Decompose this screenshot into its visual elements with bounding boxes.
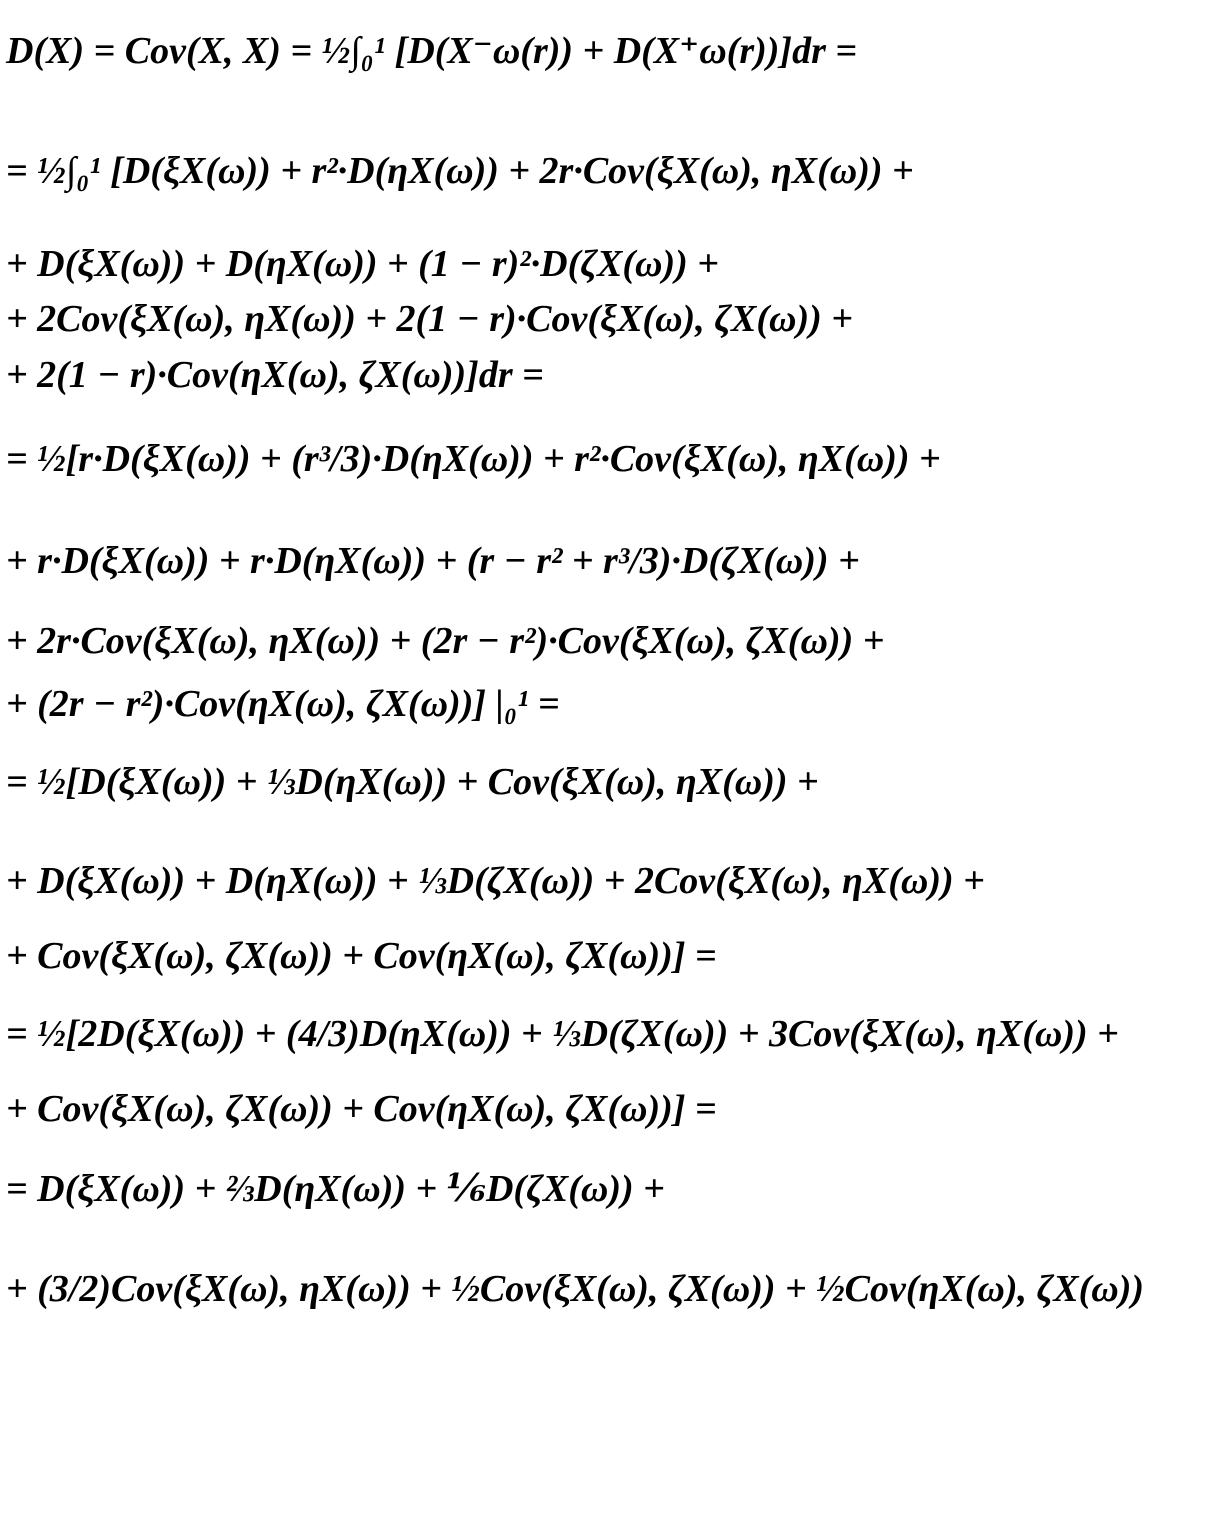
equation-line: + Cov(ξX(ω), ζX(ω)) + Cov(ηX(ω), ζX(ω))] =	[6, 1088, 717, 1130]
equation-line: + (2r − r²)·Cov(ηX(ω), ζX(ω))] |₀¹ =	[6, 683, 560, 725]
equation-line: = D(ξX(ω)) + ⅔D(ηX(ω)) + ⅙D(ζX(ω)) +	[6, 1168, 665, 1210]
equation-line: + (3/2)Cov(ξX(ω), ηX(ω)) + ½Cov(ξX(ω), ζX(ω)) + ½Cov(ηX(ω), ζX(ω))	[6, 1268, 1145, 1310]
equation-line: = ½[r·D(ξX(ω)) + (r³/3)·D(ηX(ω)) + r²·Cov(ξX(ω), ηX(ω)) +	[6, 438, 941, 480]
equation-line: D(X) = Cov(X, X) = ½∫₀¹ [D(X⁻ω(r)) + D(X⁺ω(r))]dr =	[6, 30, 858, 72]
equation-line: + 2Cov(ξX(ω), ηX(ω)) + 2(1 − r)·Cov(ξX(ω), ζX(ω)) +	[6, 298, 853, 340]
equation-line: + r·D(ξX(ω)) + r·D(ηX(ω)) + (r − r² + r³/3)·D(ζX(ω)) +	[6, 540, 860, 582]
equation-line: + 2(1 − r)·Cov(ηX(ω), ζX(ω))]dr =	[6, 354, 544, 396]
equation-line: = ½[2D(ξX(ω)) + (4/3)D(ηX(ω)) + ⅓D(ζX(ω)) + 3Cov(ξX(ω), ηX(ω)) +	[6, 1013, 1119, 1055]
equation-line: = ½∫₀¹ [D(ξX(ω)) + r²·D(ηX(ω)) + 2r·Cov(ξX(ω), ηX(ω)) +	[6, 150, 914, 192]
equation-line: + 2r·Cov(ξX(ω), ηX(ω)) + (2r − r²)·Cov(ξX(ω), ζX(ω)) +	[6, 620, 885, 662]
equation-line: + D(ξX(ω)) + D(ηX(ω)) + ⅓D(ζX(ω)) + 2Cov(ξX(ω), ηX(ω)) +	[6, 860, 985, 902]
equation-line: + D(ξX(ω)) + D(ηX(ω)) + (1 − r)²·D(ζX(ω)) +	[6, 243, 719, 285]
equation-line: + Cov(ξX(ω), ζX(ω)) + Cov(ηX(ω), ζX(ω))] =	[6, 935, 717, 977]
equation-line: = ½[D(ξX(ω)) + ⅓D(ηX(ω)) + Cov(ξX(ω), ηX(ω)) +	[6, 761, 819, 803]
